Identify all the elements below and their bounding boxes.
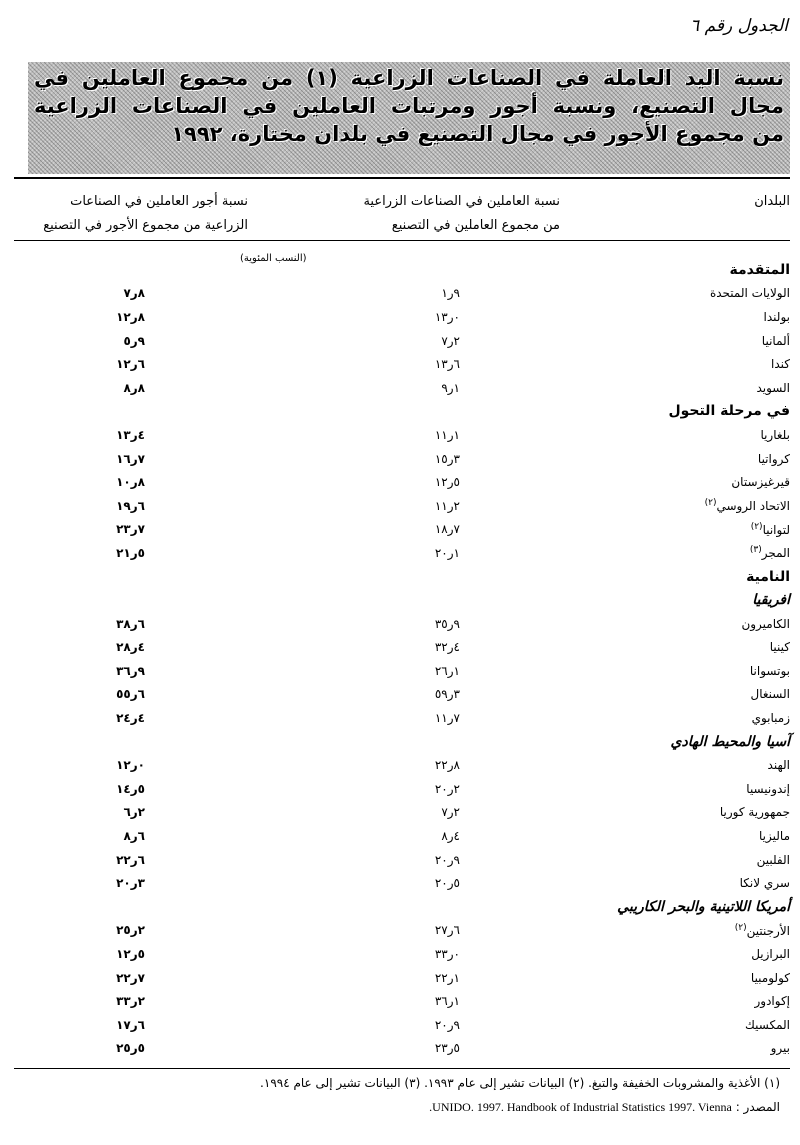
label-text: الأرجنتين [746, 923, 790, 938]
country-name [470, 1018, 790, 1032]
table-row [14, 447, 790, 471]
employment-share-value: ٢٦ر١ [434, 663, 460, 678]
employment-share-cell [145, 994, 470, 1008]
employment-share-cell [145, 687, 470, 701]
wage-share-value: ١٢ر٦ [116, 357, 145, 372]
wage-share-value: ١٧ر٦ [116, 1017, 145, 1032]
wage-share-value: ١٢ر٠ [116, 758, 145, 773]
table-row [14, 753, 790, 777]
employment-share-value: ٢٣ر٥ [434, 1041, 460, 1056]
label-text: المتقدمة [729, 261, 790, 278]
country-name [470, 286, 790, 300]
wage-share-value: ٢٢ر٦ [116, 852, 145, 867]
employment-share-cell [145, 758, 470, 772]
employment-share-cell [145, 971, 470, 985]
table-row [14, 305, 790, 329]
label-text: كينيا [769, 640, 790, 655]
label-text: الهند [767, 758, 790, 773]
wage-share-value: ٥٥ر٦ [116, 687, 145, 702]
footnote-marker: (٢) [704, 498, 717, 509]
label-text: إكوادور [754, 994, 790, 1009]
wage-share-cell [14, 947, 145, 961]
wage-share-value: ٨ر٨ [123, 380, 145, 395]
table-row [14, 470, 790, 494]
title-line: من مجموع الأجور في مجال التصنيع في بلدان مختارة، ١٩٩٢ [171, 122, 784, 146]
country-name [470, 853, 790, 867]
employment-share-value: ٣٥ر٩ [434, 616, 460, 631]
group-row [14, 588, 790, 612]
table-row [14, 518, 790, 542]
group-label [470, 569, 790, 585]
header-col2 [363, 190, 560, 238]
employment-share-cell [145, 334, 470, 348]
label-text: كولومبيا [750, 970, 790, 985]
employment-share-value: ١٣ر٠ [434, 309, 460, 324]
units-label: (النسب المئوية) [240, 253, 307, 264]
country-name [470, 617, 790, 631]
wage-share-value: ١٩ر٦ [116, 498, 145, 513]
table-body [14, 258, 790, 1060]
wage-share-value: ٣٦ر٩ [116, 663, 145, 678]
employment-share-value: ١٨ر٧ [434, 522, 460, 537]
employment-share-cell [145, 452, 470, 466]
header-col2-line2: من مجموع العاملين في التصنيع [391, 218, 560, 233]
label-text: النامية [746, 568, 790, 585]
label-text: بلغاريا [760, 427, 790, 442]
country-name [470, 971, 790, 985]
employment-share-cell [145, 876, 470, 890]
wage-share-cell [14, 923, 145, 937]
country-name [470, 923, 790, 938]
label-text: زمبابوي [751, 711, 790, 726]
table-row [14, 541, 790, 565]
wage-share-cell [14, 829, 145, 843]
wage-share-cell [14, 805, 145, 819]
source-label: المصدر : [735, 1100, 780, 1114]
employment-share-cell [145, 664, 470, 678]
country-name [470, 876, 790, 890]
group-label [470, 403, 790, 419]
table-row [14, 966, 790, 990]
label-text: الاتحاد الروسي [716, 499, 790, 514]
wage-share-value: ٦ر٢ [123, 805, 145, 820]
country-name [470, 498, 790, 513]
wage-share-cell [14, 1018, 145, 1032]
table-row [14, 989, 790, 1013]
wage-share-cell [14, 994, 145, 1008]
title-line: مجال التصنيع، ونسبة أجور ومرتبات العاملين في الصناعات الزراعية [34, 94, 784, 118]
wage-share-value: ١٢ر٨ [116, 309, 145, 324]
label-text: بولندا [763, 309, 790, 324]
table-row [14, 376, 790, 400]
wage-share-value: ٢١ر٥ [116, 545, 145, 560]
table-row [14, 871, 790, 895]
wage-share-cell [14, 546, 145, 560]
wage-share-cell [14, 853, 145, 867]
employment-share-cell [145, 711, 470, 725]
wage-share-cell [14, 711, 145, 725]
header-bottom-rule [14, 240, 790, 241]
country-name [470, 758, 790, 772]
label-text: السويد [756, 380, 790, 395]
wage-share-cell [14, 1041, 145, 1055]
country-name [470, 687, 790, 701]
table-row [14, 777, 790, 801]
country-name [470, 947, 790, 961]
table-row [14, 659, 790, 683]
header-col3-line2: الزراعية من مجموع الأجور في التصنيع [43, 218, 248, 233]
employment-share-value: ٢٠ر٥ [434, 876, 460, 891]
employment-share-cell [145, 805, 470, 819]
table-row [14, 824, 790, 848]
employment-share-cell [145, 381, 470, 395]
employment-share-value: ٧ر٢ [441, 805, 460, 820]
wage-share-value: ٧ر٨ [123, 286, 145, 301]
header-country: البلدان [754, 194, 790, 209]
group-label [470, 592, 790, 608]
wage-share-cell [14, 664, 145, 678]
group-label [470, 262, 790, 278]
employment-share-value: ٢٧ر٦ [434, 923, 460, 938]
wage-share-cell [14, 310, 145, 324]
label-text: ماليزيا [759, 829, 790, 844]
country-name [470, 805, 790, 819]
header-top-rule [14, 177, 790, 179]
table-row [14, 352, 790, 376]
footnote-marker: (٢) [750, 521, 763, 532]
table-bottom-rule [14, 1068, 790, 1069]
wage-share-cell [14, 522, 145, 536]
employment-share-cell [145, 475, 470, 489]
table-row [14, 612, 790, 636]
employment-share-value: ١٢ر٥ [434, 475, 460, 490]
label-text: بوتسوانا [749, 663, 790, 678]
employment-share-cell [145, 640, 470, 654]
employment-share-cell [145, 428, 470, 442]
wage-share-cell [14, 286, 145, 300]
employment-share-value: ٥٩ر٣ [434, 687, 460, 702]
employment-share-cell [145, 1041, 470, 1055]
wage-share-cell [14, 334, 145, 348]
wage-share-cell [14, 499, 145, 513]
group-label [470, 899, 790, 915]
label-text: أمريكا اللاتينية والبحر الكاريبي [617, 898, 790, 915]
wage-share-cell [14, 357, 145, 371]
employment-share-value: ٩ر١ [441, 380, 460, 395]
footnote-marker: (٢) [734, 922, 747, 933]
source-text: UNIDO. 1997. Handbook of Industrial Statistics 1997. Vienna. [429, 1100, 732, 1114]
wage-share-value: ٢٠ر٣ [116, 876, 145, 891]
wage-share-cell [14, 381, 145, 395]
employment-share-cell [145, 357, 470, 371]
employment-share-value: ٧ر٢ [441, 333, 460, 348]
wage-share-value: ٣٨ر٦ [116, 616, 145, 631]
employment-share-cell [145, 546, 470, 560]
employment-share-value: ١٣ر٦ [434, 357, 460, 372]
wage-share-cell [14, 428, 145, 442]
wage-share-cell [14, 640, 145, 654]
label-text: الفلبين [756, 852, 790, 867]
employment-share-value: ١١ر٧ [434, 711, 460, 726]
footnote-marker: (٣) [749, 545, 762, 556]
wage-share-value: ١٣ر٤ [116, 427, 145, 442]
table-row [14, 683, 790, 707]
wage-share-value: ٢٤ر٤ [116, 711, 145, 726]
employment-share-cell [145, 286, 470, 300]
wage-share-cell [14, 876, 145, 890]
header-col3-line1: نسبة أجور العاملين في الصناعات [70, 194, 248, 209]
title-line: نسبة اليد العاملة في الصناعات الزراعية (١) من مجموع العاملين في [34, 66, 784, 90]
group-row [14, 895, 790, 919]
table-row [14, 494, 790, 518]
table-row [14, 1013, 790, 1037]
employment-share-value: ١٥ر٣ [434, 451, 460, 466]
label-text: آسيا والمحيط الهادي [670, 733, 790, 750]
label-text: جمهورية كوريا [719, 805, 790, 820]
employment-share-cell [145, 1018, 470, 1032]
wage-share-value: ٢٥ر٢ [116, 923, 145, 938]
table-row [14, 423, 790, 447]
table-row [14, 636, 790, 660]
label-text: في مرحلة التحول [668, 403, 790, 420]
group-row [14, 258, 790, 282]
footnotes: (١) الأغذية والمشروبات الخفيفة والتبغ. (٢) البيانات تشير إلى عام ١٩٩٣. (٣) البيانات تشير إلى عام ١٩٩٤. [260, 1076, 780, 1090]
label-text: كرواتيا [757, 451, 790, 466]
wage-share-value: ٢٢ر٧ [116, 970, 145, 985]
employment-share-cell [145, 947, 470, 961]
label-text: البرازيل [751, 947, 790, 962]
header-col3 [43, 190, 248, 238]
wage-share-value: ٣٣ر٢ [116, 994, 145, 1009]
wage-share-value: ١٢ر٥ [116, 947, 145, 962]
label-text: إندونيسيا [746, 781, 790, 796]
country-name [470, 310, 790, 324]
wage-share-cell [14, 617, 145, 631]
wage-share-value: ٢٥ر٥ [116, 1041, 145, 1056]
wage-share-cell [14, 687, 145, 701]
employment-share-value: ٣٦ر١ [434, 994, 460, 1009]
country-name [470, 475, 790, 489]
wage-share-cell [14, 475, 145, 489]
label-text: المكسيك [745, 1017, 790, 1032]
wage-share-value: ٥ر٩ [123, 333, 145, 348]
employment-share-value: ١١ر٢ [434, 498, 460, 513]
header-col2-line1: نسبة العاملين في الصناعات الزراعية [363, 194, 560, 209]
table-row [14, 919, 790, 943]
label-text: لتوانيا [762, 522, 790, 537]
label-text: كندا [771, 357, 790, 372]
employment-share-value: ٨ر٤ [441, 829, 460, 844]
employment-share-value: ٢٠ر١ [434, 545, 460, 560]
wage-share-cell [14, 782, 145, 796]
table-row [14, 942, 790, 966]
country-name [470, 522, 790, 537]
wage-share-value: ١٠ر٨ [116, 475, 145, 490]
group-label [470, 734, 790, 750]
employment-share-value: ٢٢ر٨ [434, 758, 460, 773]
country-name [470, 994, 790, 1008]
employment-share-value: ٣٣ر٠ [434, 947, 460, 962]
table-row [14, 282, 790, 306]
employment-share-value: ٢٢ر١ [434, 970, 460, 985]
country-name [470, 357, 790, 371]
table-row [14, 1037, 790, 1061]
label-text: سري لانكا [739, 876, 790, 891]
country-name [470, 829, 790, 843]
employment-share-value: ١١ر١ [434, 427, 460, 442]
country-name [470, 452, 790, 466]
wage-share-cell [14, 971, 145, 985]
country-name [470, 711, 790, 725]
country-name [470, 1041, 790, 1055]
label-text: الكاميرون [741, 616, 790, 631]
employment-share-value: ٢٠ر٩ [434, 1017, 460, 1032]
employment-share-cell [145, 310, 470, 324]
group-row [14, 730, 790, 754]
employment-share-value: ٣٢ر٤ [434, 640, 460, 655]
country-name [470, 334, 790, 348]
wage-share-cell [14, 758, 145, 772]
group-row [14, 565, 790, 589]
table-row [14, 329, 790, 353]
employment-share-value: ١ر٩ [441, 286, 460, 301]
employment-share-value: ٢٠ر٩ [434, 852, 460, 867]
country-name [470, 428, 790, 442]
employment-share-cell [145, 923, 470, 937]
table-row [14, 848, 790, 872]
wage-share-value: ٨ر٦ [123, 829, 145, 844]
label-text: المجر [761, 546, 790, 561]
country-name [470, 545, 790, 560]
group-row [14, 400, 790, 424]
employment-share-cell [145, 853, 470, 867]
country-name [470, 664, 790, 678]
label-text: افريقيا [752, 592, 790, 609]
label-text: بيرو [770, 1041, 790, 1056]
table-row [14, 706, 790, 730]
table-title [28, 62, 790, 174]
label-text: ألمانيا [761, 333, 790, 348]
country-name [470, 381, 790, 395]
wage-share-value: ٢٨ر٤ [116, 640, 145, 655]
employment-share-cell [145, 499, 470, 513]
country-name [470, 640, 790, 654]
employment-share-cell [145, 617, 470, 631]
wage-share-value: ٢٣ر٧ [116, 522, 145, 537]
employment-share-cell [145, 522, 470, 536]
wage-share-value: ١٦ر٧ [116, 451, 145, 466]
wage-share-value: ١٤ر٥ [116, 781, 145, 796]
label-text: الولايات المتحدة [709, 286, 790, 301]
table-caption: الجدول رقم ٦ [690, 16, 788, 36]
country-name [470, 782, 790, 796]
employment-share-cell [145, 829, 470, 843]
label-text: قيرغيزستان [731, 475, 790, 490]
employment-share-cell [145, 782, 470, 796]
employment-share-value: ٢٠ر٢ [434, 781, 460, 796]
label-text: السنغال [750, 687, 790, 702]
table-row [14, 801, 790, 825]
wage-share-cell [14, 452, 145, 466]
source [429, 1100, 780, 1115]
